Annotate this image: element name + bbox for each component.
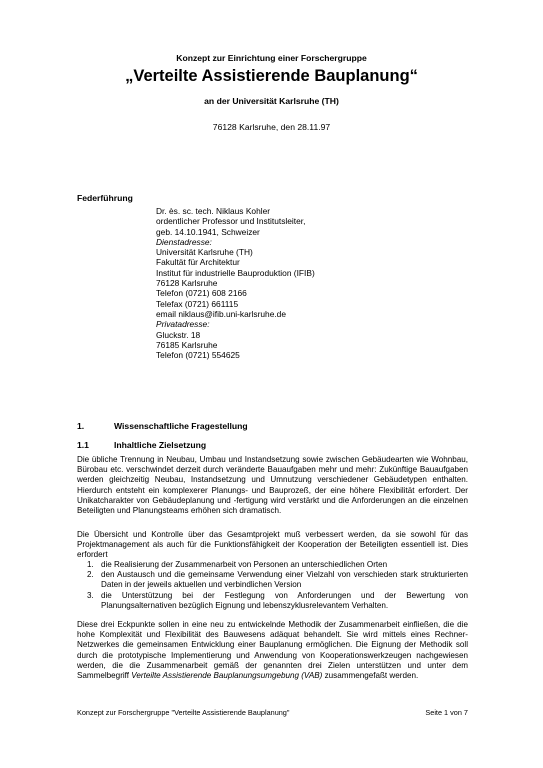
institution-line: an der Universität Karlsruhe (TH) [204,96,339,106]
list-item-text: den Austausch und die gemeinsame Verwendung einer Vielzahl von verschieden stark strukturierten Daten in der jeweils aktuellen und verbindlichen Version [101,570,468,590]
document-subtitle: Konzept zur Einrichtung einer Forschergruppe [176,53,367,63]
list-item-number: 3. [87,590,94,600]
paragraph-3 [77,620,468,681]
office-line: Institut für industrielle Bauproduktion (IFIB) [156,267,315,278]
list-item-number: 2. [87,570,94,580]
section-1-title: Wissenschaftliche Fragestellung [114,421,248,431]
office-line: Fakultät für Architektur [156,257,240,268]
list-item-text: die Realisierung der Zusammenarbeit von Personen an unterschiedlichen Orten [101,560,388,569]
requirements-list [77,560,468,611]
private-line: 76185 Karlsruhe [156,339,218,350]
paragraph-3-italic-term: Verteilte Assistierende Bauplanungsumgebung (VAB) [131,671,323,681]
document-title: „Verteilte Assistierende Bauplanung“ [125,67,418,85]
office-line: Universität Karlsruhe (TH) [156,247,253,258]
office-email: email niklaus@ifib.uni-karlsruhe.de [156,308,286,319]
footer-left: Konzept zur Forschergruppe "Verteilte Assistierende Bauplanung" [77,708,290,717]
private-line: Gluckstr. 18 [156,329,201,340]
office-line: 76128 Karlsruhe [156,278,218,289]
private-line: Telefon (0721) 554625 [156,350,240,361]
place-date: 76128 Karlsruhe, den 28.11.97 [212,122,331,132]
private-address-label: Privatadresse: [156,319,210,330]
lead-heading: Federführung [77,193,133,203]
section-1-number: 1. [77,421,85,431]
lead-address-block [156,206,315,360]
lead-line: geb. 14.10.1941, Schweizer [156,226,260,237]
lead-line: ordentlicher Professor und Institutsleiter, [156,216,306,227]
office-address-label: Dienstadresse: [156,236,212,247]
list-item [77,560,468,570]
office-line: Telefax (0721) 661115 [156,298,239,309]
list-item-number: 1. [87,560,94,569]
list-item [77,591,468,611]
footer-page-number: Seite 1 von 7 [425,708,468,717]
paragraph-3-main: Diese drei Eckpunkte sollen in eine neu zu entwickelnde Methodik der Zusammenarbeit einfließen, die die hohe Komplexität und Flexibilität des Bauwesens adäquat behandelt. Sie wird mittels eines Rechner-Netzwerkes die gemeinsamen Entwicklung einer Bauplanung ermöglichen. Die Eignung der Methodik soll durch die prototypische Implementierung und Anwendung von Kooperationswerkzeugen nachgewiesen werden, die die Zusammenarbeit gemäß der genannten drei Zielen unterstützen und unter dem Sammelbegriff [77,620,468,681]
paragraph-3-end: zusammengefaßt werden. [324,671,419,681]
office-line: Telefon (0721) 608 2166 [156,288,247,299]
section-1-1-title: Inhaltliche Zielsetzung [114,440,207,450]
list-item-text: die Unterstützung bei der Festlegung von Anforderungen und der Bewertung von Planungsalternativen bezüglich Eignung und lebenszyklusrelevantem Verhalten. [101,590,468,610]
paragraph-1: Die übliche Trennung in Neubau, Umbau und Instandsetzung sowie zwischen Gebäudearten wie Wohnbau, Bürobau etc. verschwindet derzeit durch veränderte Bauaufgaben mehr und mehr: Zukünftige Bauaufgaben werden gleichzeitig Neubau, Instandsetzung und Umnutzung verschiedener Gebäudetypen enthalten. Hierdurch entsteht ein komplexerer Planungs- und Bauprozeß, der eine höhere Flexibilität erfordert. Der Unikatcharakter von Gebäudeplanung und -fertigung wird verstärkt und die Anforderungen an die einzelnen Beteiligten und Planungsteams erhöhen sich dramatisch. [77,455,468,516]
lead-line: Dr. ès. sc. tech. Niklaus Kohler [156,206,271,216]
section-1-1-number: 1.1 [77,440,89,450]
list-item [77,570,468,590]
paragraph-2: Die Übersicht und Kontrolle über das Gesamtprojekt muß verbessert werden, da sie sowohl für das Projektmanagement als auch für die Funktionsfähigkeit der Kooperation der Beteiligten essentiell ist. Dies erfordert [77,530,468,560]
